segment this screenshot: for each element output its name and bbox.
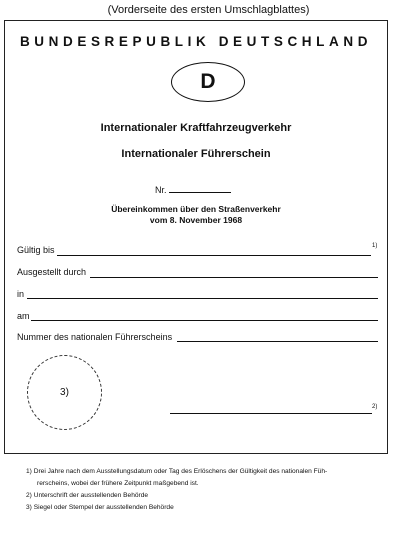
seal-placeholder-circle xyxy=(27,355,102,430)
footnote-1-continuation xyxy=(26,478,396,490)
date-line xyxy=(31,320,378,321)
country-code-oval xyxy=(171,62,245,102)
footnote-2-text: Unterschrift der ausstellenden Behörde xyxy=(33,492,149,499)
footnote-3 xyxy=(26,502,396,514)
title-line-2: Internationaler Führerschein xyxy=(121,148,271,160)
valid-until-line xyxy=(57,255,371,256)
issued-by-line xyxy=(90,277,378,278)
issued-by-label: Ausgestellt durch xyxy=(17,267,87,277)
convention-reference xyxy=(5,204,387,226)
cover-page-frame xyxy=(4,20,388,454)
footnote-1-line-2: rerscheins, wobei der frühere Zeitpunkt maßgebend ist. xyxy=(37,480,199,487)
page-caption: (Vorderseite des ersten Umschlagblattes) xyxy=(107,4,310,16)
date-label: am xyxy=(17,311,30,321)
footnote-1 xyxy=(26,466,396,478)
valid-until-footnote-ref: 1) xyxy=(372,243,378,249)
number-blank-line xyxy=(169,183,231,193)
number-field xyxy=(155,183,231,195)
country-code: D xyxy=(200,70,216,93)
footnote-1-line-1: Drei Jahre nach dem Ausstellungsdatum oder Tag des Erlöschens der Gültigkeit des nationalen Füh- xyxy=(33,468,328,475)
convention-line-2: vom 8. November 1968 xyxy=(149,215,243,225)
national-license-number-line xyxy=(177,341,378,342)
national-license-number-label: Nummer des nationalen Führerscheins xyxy=(17,332,173,342)
valid-until-label: Gültig bis xyxy=(17,245,55,255)
title-line-1: Internationaler Kraftfahrzeugverkehr xyxy=(100,122,292,134)
convention-line-1: Übereinkommen über den Straßenverkehr xyxy=(111,204,281,214)
place-label: in xyxy=(17,289,25,299)
country-heading: BUNDESREPUBLIK DEUTSCHLAND xyxy=(19,34,373,49)
number-label: Nr. xyxy=(155,185,167,195)
footnotes xyxy=(26,466,396,514)
footnote-3-marker: 3) xyxy=(26,504,32,511)
footnote-1-marker: 1) xyxy=(26,468,32,475)
signature-footnote-ref: 2) xyxy=(372,404,378,410)
footnote-2-marker: 2) xyxy=(26,492,32,499)
footnote-2 xyxy=(26,490,396,502)
seal-footnote-ref: 3) xyxy=(60,387,69,398)
footnote-3-text: Siegel oder Stempel der ausstellenden Behörde xyxy=(33,504,174,511)
signature-line xyxy=(170,413,372,414)
place-line xyxy=(27,298,378,299)
